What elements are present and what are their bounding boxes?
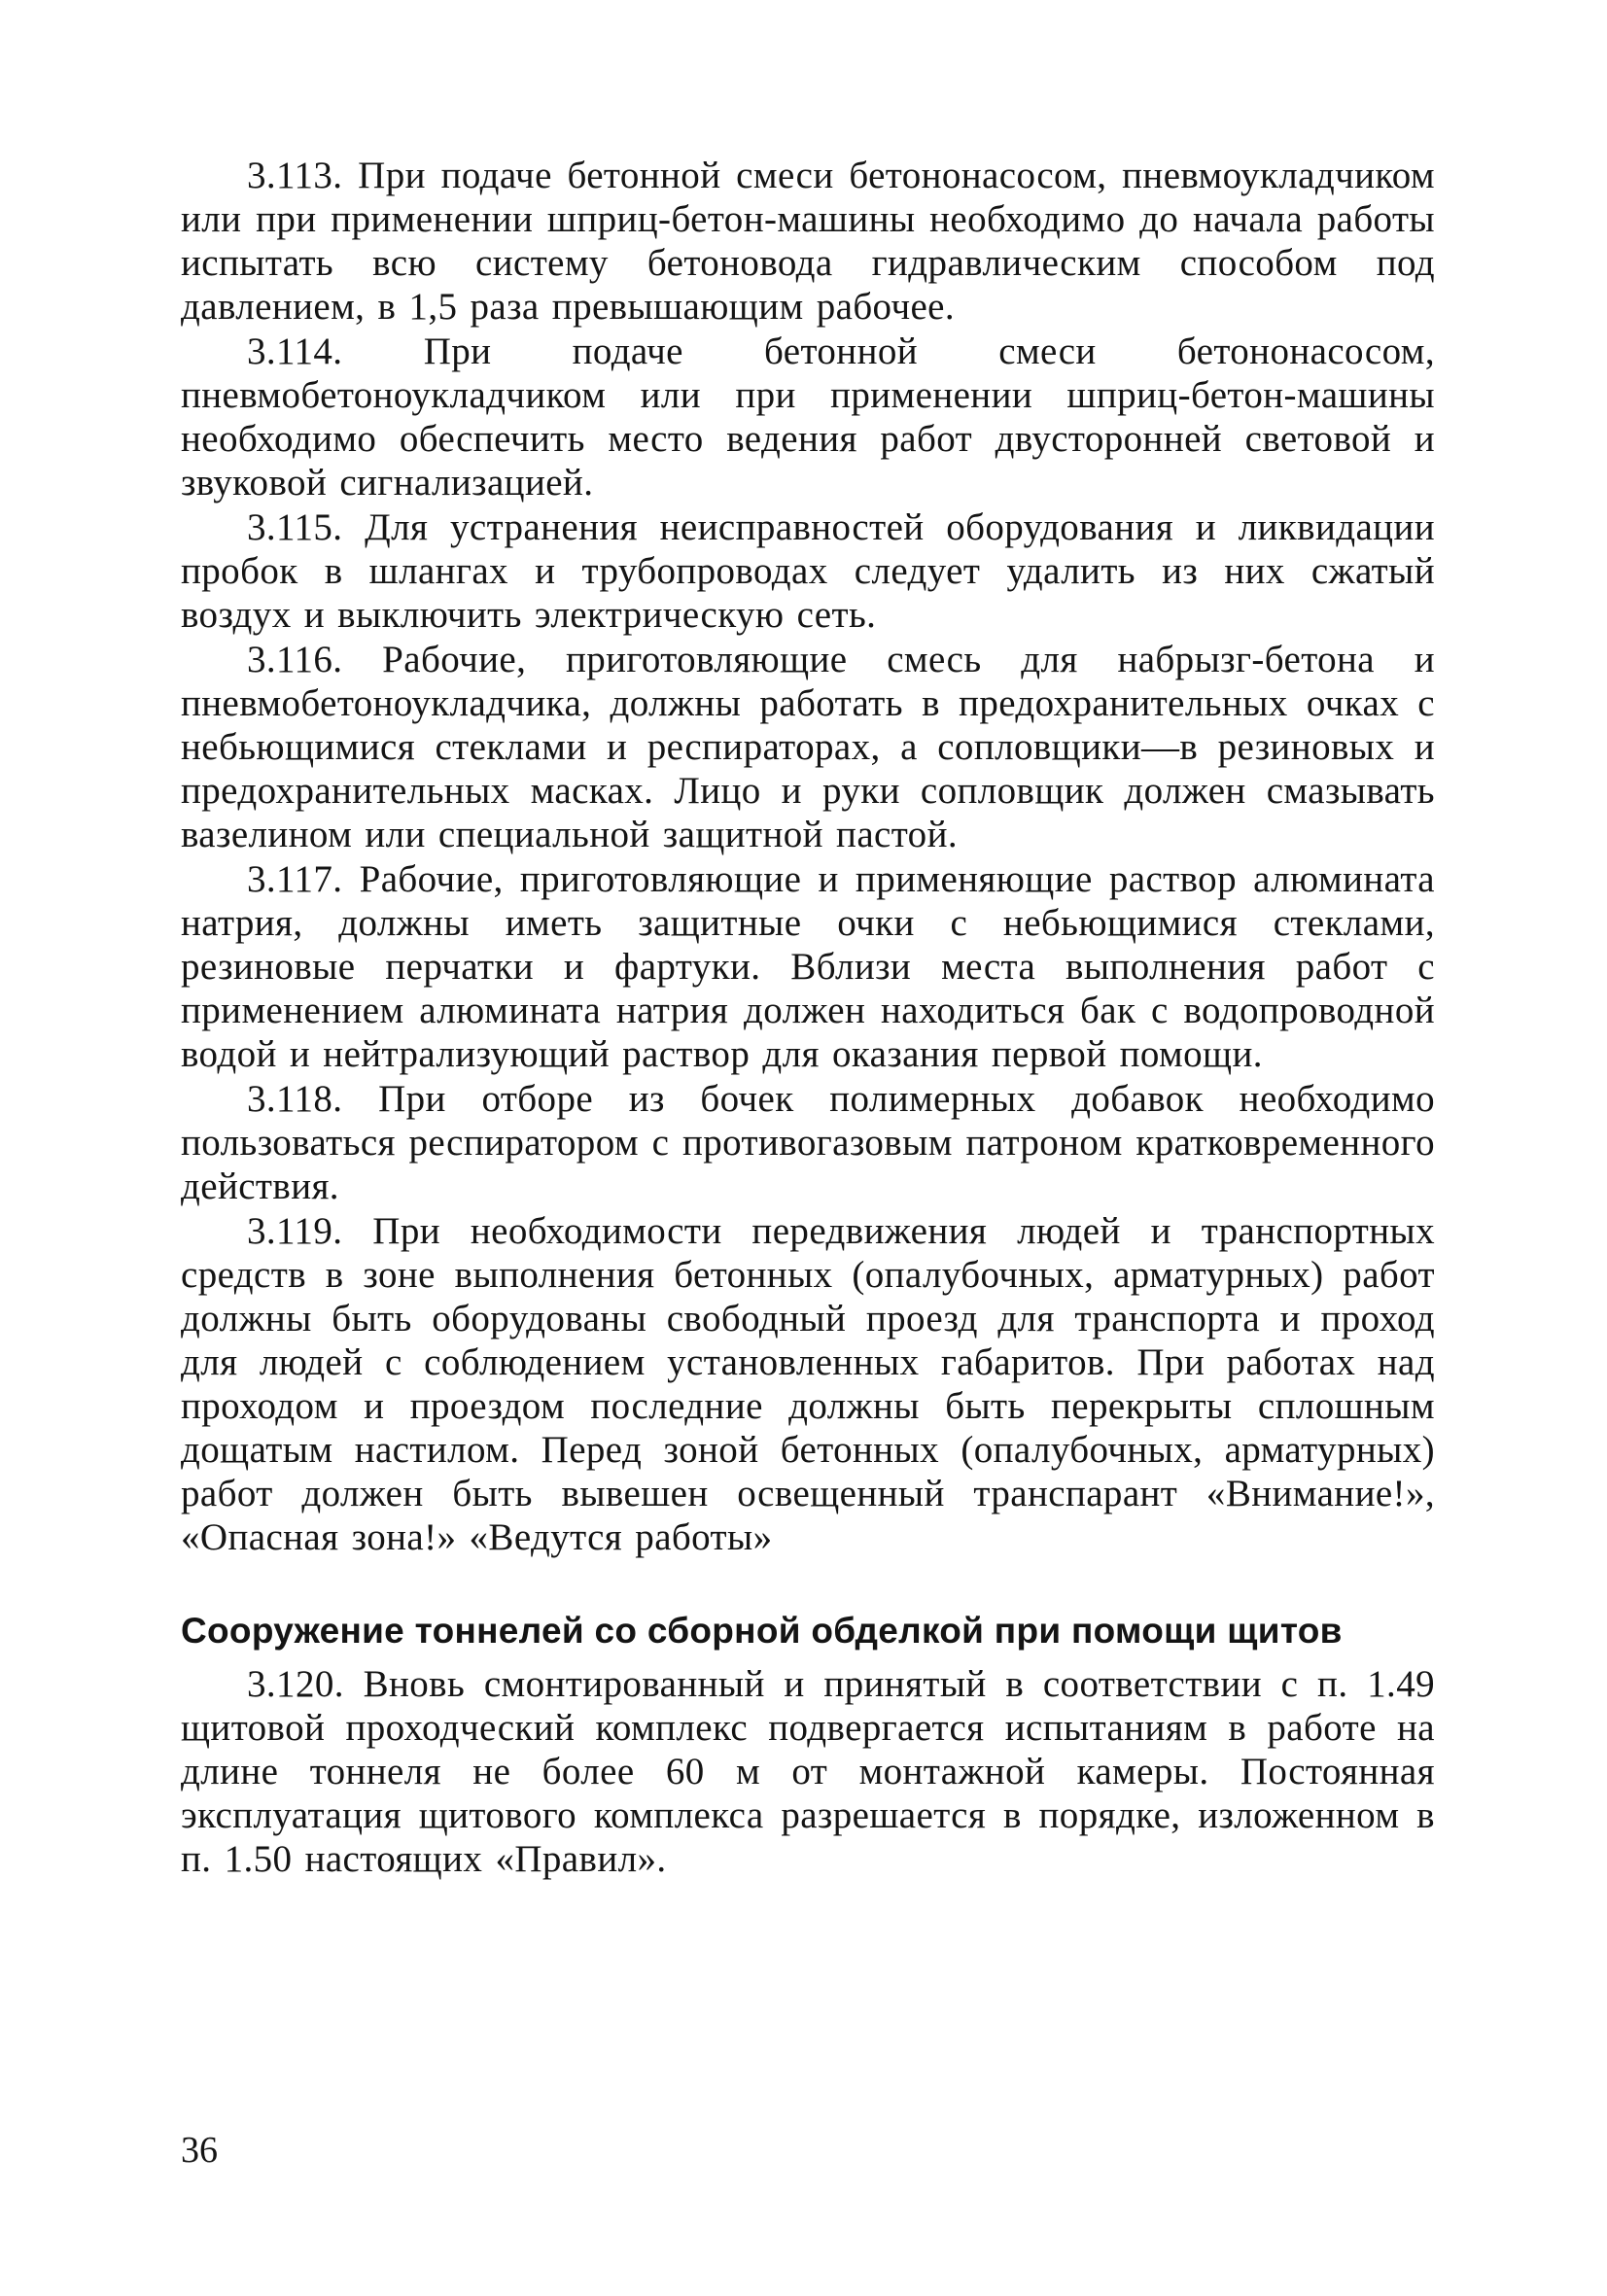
- paragraph-text: При отборе из бочек полимерных добавок необходимо пользоваться респиратором с противогазовым патроном кратковременного действия.: [181, 1078, 1435, 1207]
- paragraph-3-114: [181, 330, 1435, 504]
- paragraph-3-117: [181, 857, 1435, 1076]
- paragraph-3-115: [181, 505, 1435, 637]
- page-body: [181, 154, 1435, 1882]
- paragraph-number: 3.114.: [247, 330, 343, 372]
- paragraph-3-118: [181, 1077, 1435, 1208]
- section-heading: Сооружение тоннелей со сборной обделкой при помощи щитов: [181, 1611, 1343, 1651]
- paragraph-number: 3.117.: [247, 858, 343, 900]
- paragraph-3-116: [181, 638, 1435, 856]
- paragraph-number: 3.120.: [247, 1663, 344, 1705]
- paragraph-3-120: [181, 1662, 1435, 1881]
- paragraph-number: 3.113.: [247, 155, 343, 196]
- page-number: 36: [181, 2130, 218, 2171]
- paragraph-3-119: [181, 1209, 1435, 1559]
- paragraph-text: При необходимости передвижения людей и транспортных средств в зоне выполнения бетонных (опалубочных, арматурных) работ должны быть оборудованы свободный проезд для транспорта и проход для людей с соблюдением установленных габаритов. При работах над проходом и проездом последние должны быть перекрыты сплошным дощатым настилом. Перед зоной бетонных (опалубочных, арматурных) работ должен быть вывешен освещенный транспарант «Внимание!», «Опасная зона!» «Ведутся работы»: [181, 1210, 1435, 1558]
- paragraph-text: При подаче бетонной смеси бетононасосом, пневмоукладчиком или при применении шприц-бетон-машины необходимо до начала работы испытать всю систему бетоновода гидравлическим способом под давлением, в 1,5 раза превышающим рабочее.: [181, 155, 1435, 328]
- paragraph-text: Для устранения неисправностей оборудования и ликвидации пробок в шлангах и трубопроводах следует удалить из них сжатый воздух и выключить электрическую сеть.: [181, 506, 1435, 636]
- paragraph-3-113: [181, 154, 1435, 329]
- paragraph-text: При подаче бетонной смеси бетононасосом, пневмобетоноукладчиком или при применении шприц-бетон-машины необходимо обеспечить место ведения работ двусторонней световой и звуковой сигнализацией.: [181, 330, 1436, 504]
- paragraph-text: Вновь смонтированный и принятый в соответствии с п. 1.49 щитовой проходческий комплекс подвергается испытаниям в работе на длине тоннеля не более 60 м от монтажной камеры. Постоянная эксплуатация щитового комплекса разрешается в порядке, изложенном в п. 1.50 настоящих «Правил».: [181, 1663, 1435, 1880]
- paragraph-text: Рабочие, приготовляющие смесь для набрызг-бетона и пневмобетоноукладчика, должны работать в предохранительных очках с небьющимися стеклами и респираторах, а сопловщики—в резиновых и предохранительных масках. Лицо и руки сопловщик должен смазывать вазелином или специальной защитной пастой.: [181, 639, 1435, 855]
- paragraph-text: Рабочие, приготовляющие и применяющие раствор алюмината натрия, должны иметь защитные очки с небьющимися стеклами, резиновые перчатки и фартуки. Вблизи места выполнения работ с применением алюмината натрия должен находиться бак с водопроводной водой и нейтрализующий раствор для оказания первой помощи.: [181, 858, 1436, 1075]
- paragraph-number: 3.118.: [247, 1078, 343, 1120]
- paragraph-number: 3.119.: [247, 1210, 343, 1252]
- paragraph-number: 3.116.: [247, 639, 343, 680]
- paragraph-number: 3.115.: [247, 506, 343, 548]
